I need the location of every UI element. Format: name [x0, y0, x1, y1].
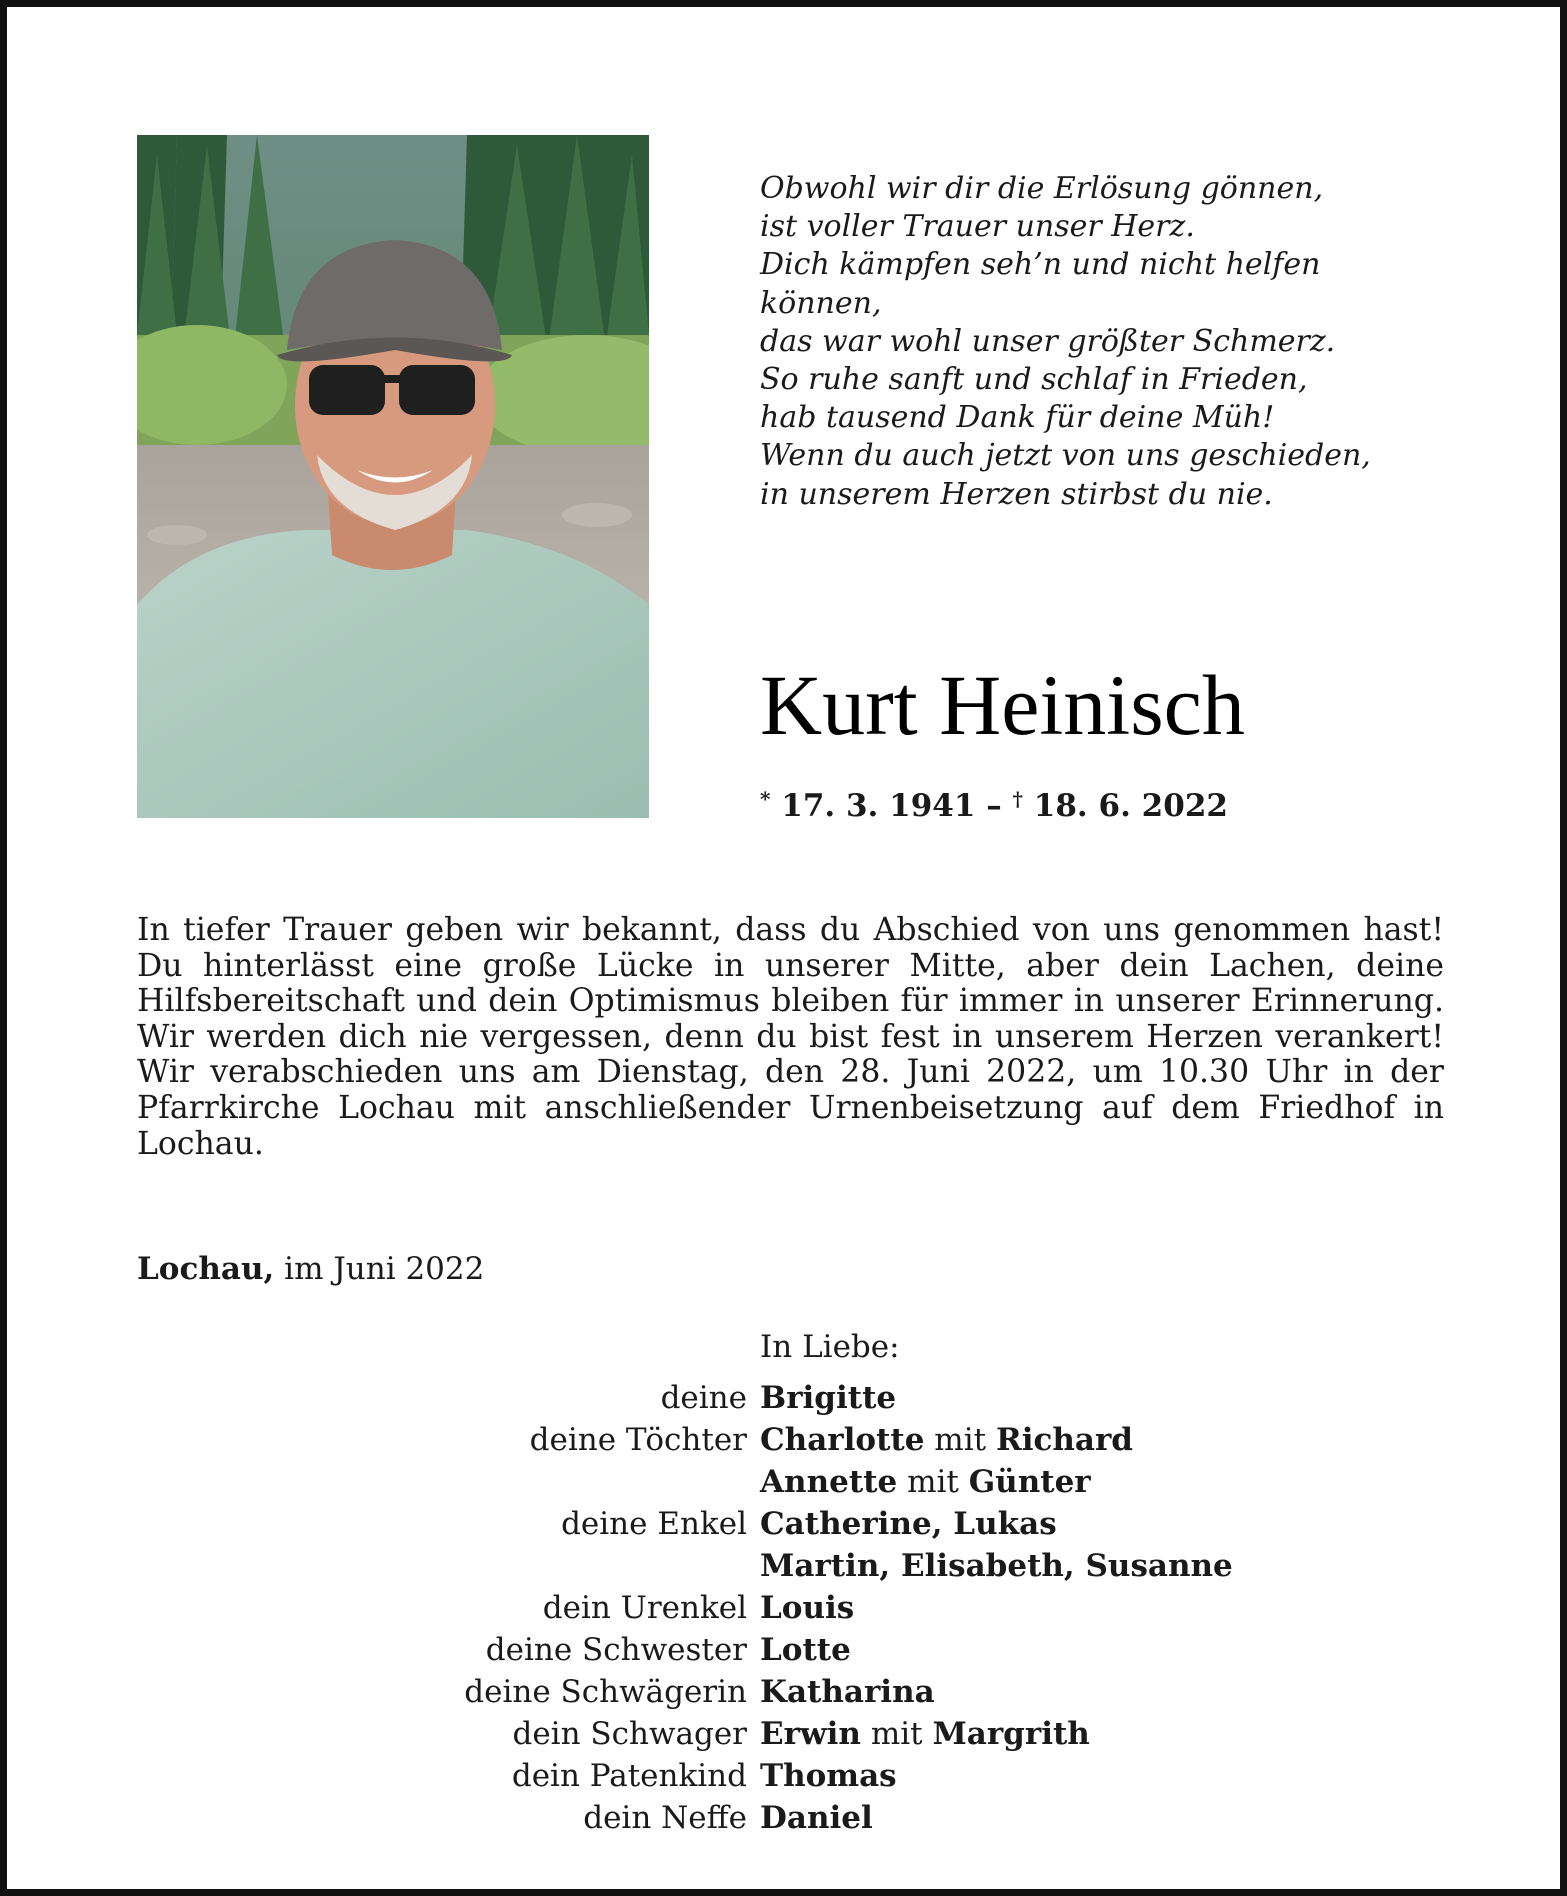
poem-line: Dich kämpfen seh’n und nicht helfen: [760, 247, 1321, 283]
mourner-names: [760, 1503, 1057, 1545]
birth-symbol: *: [760, 787, 771, 811]
mourner-name: Erwin: [760, 1716, 861, 1752]
mourner-names: [760, 1713, 1090, 1755]
mourner-relation: dein Patenkind: [511, 1758, 747, 1794]
mourner-relation: deine Schwägerin: [464, 1674, 747, 1710]
mourner-names: [760, 1671, 935, 1713]
place-date: [137, 1251, 484, 1287]
mourner-name: Günter: [968, 1464, 1091, 1500]
portrait-photo: [137, 135, 649, 818]
announcement-text: In tiefer Trauer geben wir bekannt, dass du Abschied von uns genommen hast! Du hinterlässt eine große Lücke in unserer Mitte, aber dein Lachen, deine Hilfsbereitschaft und dein Optimismus bleiben für immer in unserer Erinnerung. Wir werden dich nie vergessen, denn du bist fest in unserem Herzen verankert! Wir verabschieden uns am Dienstag, den 28. Juni 2022, um 10.30 Uhr in der Pfarrkirche Lochau mit anschließender Urnenbeisetzung auf dem Friedhof in Lochau.: [137, 912, 1444, 1162]
mourner-row: [137, 1419, 1477, 1461]
mourner-row: [137, 1797, 1477, 1839]
mourner-connector: mit: [860, 1716, 933, 1752]
mourner-names: [760, 1755, 897, 1797]
mourner-name: Charlotte: [760, 1422, 925, 1458]
mourner-row: [137, 1461, 1477, 1503]
poem: [760, 170, 1480, 514]
mourner-connector: mit: [924, 1422, 996, 1458]
place-month: im Juni 2022: [284, 1251, 485, 1287]
mourner-row: [137, 1755, 1477, 1797]
mourner-names: [760, 1797, 873, 1839]
mourner-names: [760, 1629, 851, 1671]
birth-date: 17. 3. 1941: [781, 788, 976, 824]
mourner-row: [137, 1545, 1477, 1587]
date-separator: –: [986, 788, 1002, 824]
mourners-list: [137, 1377, 1477, 1839]
mourner-row: [137, 1713, 1477, 1755]
poem-line: hab tausend Dank für deine Müh!: [760, 400, 1275, 436]
mourner-relation: dein Urenkel: [542, 1590, 747, 1626]
mourner-name: Martin, Elisabeth, Susanne: [760, 1548, 1233, 1584]
in-love-heading: In Liebe:: [760, 1329, 900, 1365]
mourner-relation: dein Neffe: [583, 1800, 747, 1836]
poem-line: Obwohl wir dir die Erlösung gönnen,: [760, 171, 1324, 206]
mourner-row: [137, 1587, 1477, 1629]
poem-line: können,: [760, 285, 882, 321]
mourner-relation: deine Töchter: [529, 1422, 747, 1458]
mourner-names: [760, 1419, 1133, 1461]
mourner-name: Brigitte: [760, 1380, 897, 1416]
mourner-name: Richard: [995, 1422, 1133, 1458]
mourner-relation: deine: [660, 1380, 747, 1416]
deceased-name: Kurt Heinisch: [760, 657, 1245, 753]
mourner-row: [137, 1377, 1477, 1419]
mourner-row: [137, 1503, 1477, 1545]
mourner-row: [137, 1671, 1477, 1713]
mourner-name: Margrith: [932, 1716, 1090, 1752]
life-dates: [760, 787, 1228, 824]
mourner-name: Thomas: [760, 1758, 897, 1794]
mourner-relation: deine Enkel: [561, 1506, 747, 1542]
mourner-name: Katharina: [760, 1674, 935, 1710]
place-town: Lochau,: [137, 1251, 275, 1287]
poem-line: Wenn du auch jetzt von uns geschieden,: [760, 438, 1371, 474]
mourner-name: Daniel: [760, 1800, 873, 1836]
mourner-names: [760, 1587, 854, 1629]
mourner-relation: deine Schwester: [485, 1632, 747, 1668]
death-date: 18. 6. 2022: [1033, 788, 1228, 824]
mourner-names: [760, 1377, 896, 1419]
poem-line: ist voller Trauer unser Herz.: [760, 209, 1195, 245]
mourner-names: [760, 1545, 1233, 1587]
mourner-name: Catherine, Lukas: [760, 1506, 1057, 1542]
mourner-connector: mit: [897, 1464, 969, 1500]
poem-line: in unserem Herzen stirbst du nie.: [760, 476, 1273, 512]
death-symbol: †: [1012, 787, 1023, 811]
poem-line: So ruhe sanft und schlaf in Frieden,: [760, 362, 1308, 398]
poem-line: das war wohl unser größter Schmerz.: [760, 323, 1336, 359]
mourner-relation: dein Schwager: [512, 1716, 747, 1752]
mourner-name: Lotte: [760, 1632, 851, 1668]
mourner-name: Annette: [760, 1464, 898, 1500]
mourner-name: Louis: [760, 1590, 855, 1626]
mourner-row: [137, 1629, 1477, 1671]
mourner-names: [760, 1461, 1091, 1503]
